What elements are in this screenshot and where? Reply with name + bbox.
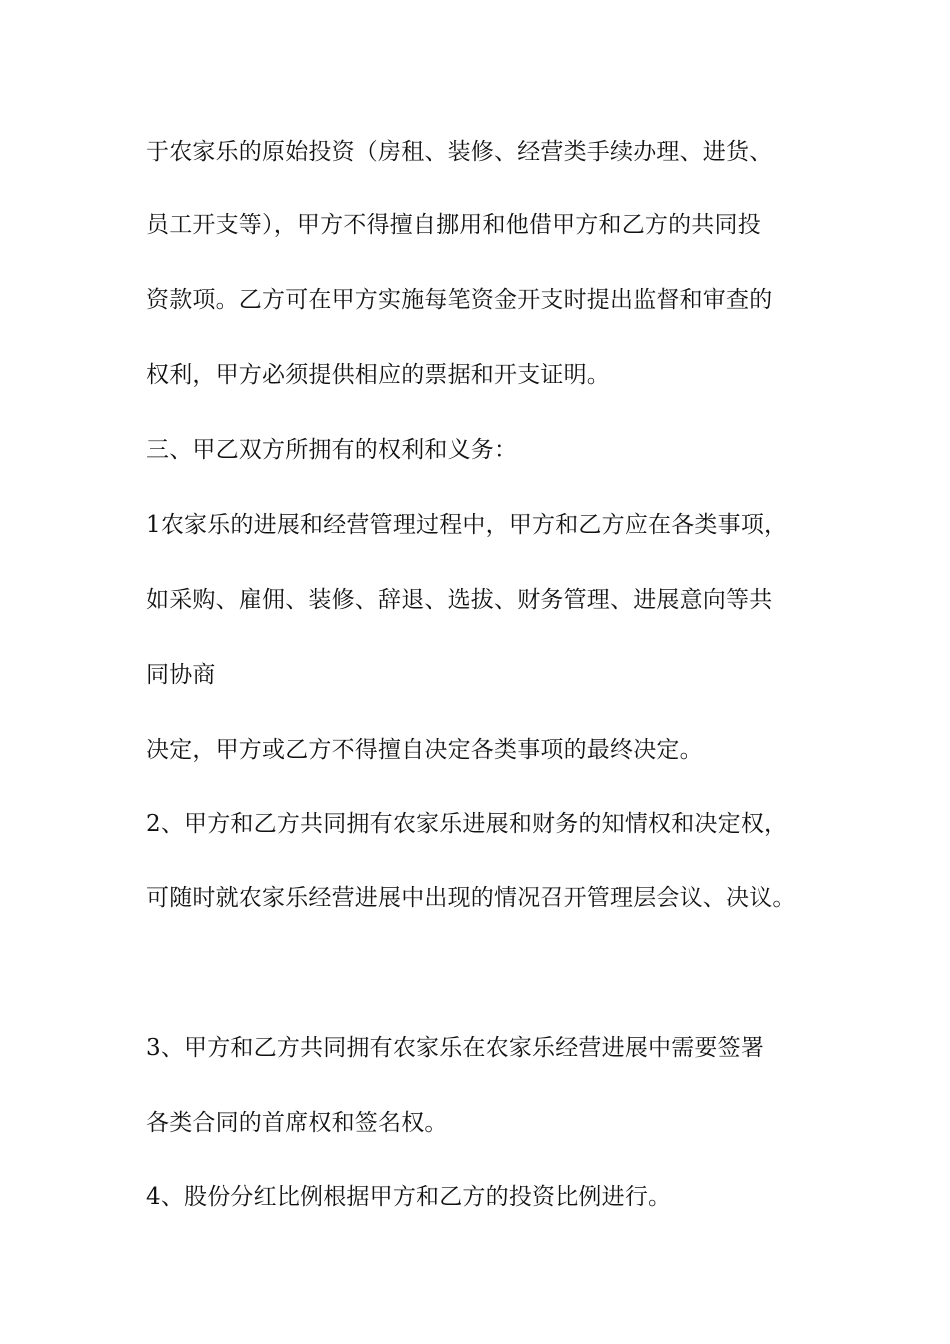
text-line: 权利，甲方必须提供相应的票据和开支证明。	[146, 362, 610, 388]
text-line: 3、甲方和乙方共同拥有农家乐在农家乐经营进展中需要签署	[146, 1035, 765, 1061]
text-line: 各类合同的首席权和签名权。	[146, 1110, 448, 1136]
text-line: 1农家乐的进展和经营管理过程中，甲方和乙方应在各类事项，	[146, 512, 788, 538]
text-line: 员工开支等），甲方不得擅自挪用和他借甲方和乙方的共同投	[146, 212, 761, 238]
text-line: 可随时就农家乐经营进展中出现的情况召开管理层会议、决议。	[146, 885, 796, 911]
text-line: 于农家乐的原始投资（房租、装修、经营类手续办理、进货、	[146, 139, 773, 165]
text-line: 如采购、雇佣、装修、辞退、选拔、财务管理、进展意向等共	[146, 587, 773, 613]
text-line: 2、甲方和乙方共同拥有农家乐进展和财务的知情权和决定权，	[146, 811, 788, 837]
text-line: 同协商	[146, 662, 216, 688]
text-line: 资款项。乙方可在甲方实施每笔资金开支时提出监督和审查的	[146, 287, 773, 313]
text-line: 决定，甲方或乙方不得擅自决定各类事项的最终决定。	[146, 737, 703, 763]
section-heading: 三、甲乙双方所拥有的权利和义务：	[146, 437, 518, 463]
text-line: 4、股份分红比例根据甲方和乙方的投资比例进行。	[146, 1184, 672, 1210]
